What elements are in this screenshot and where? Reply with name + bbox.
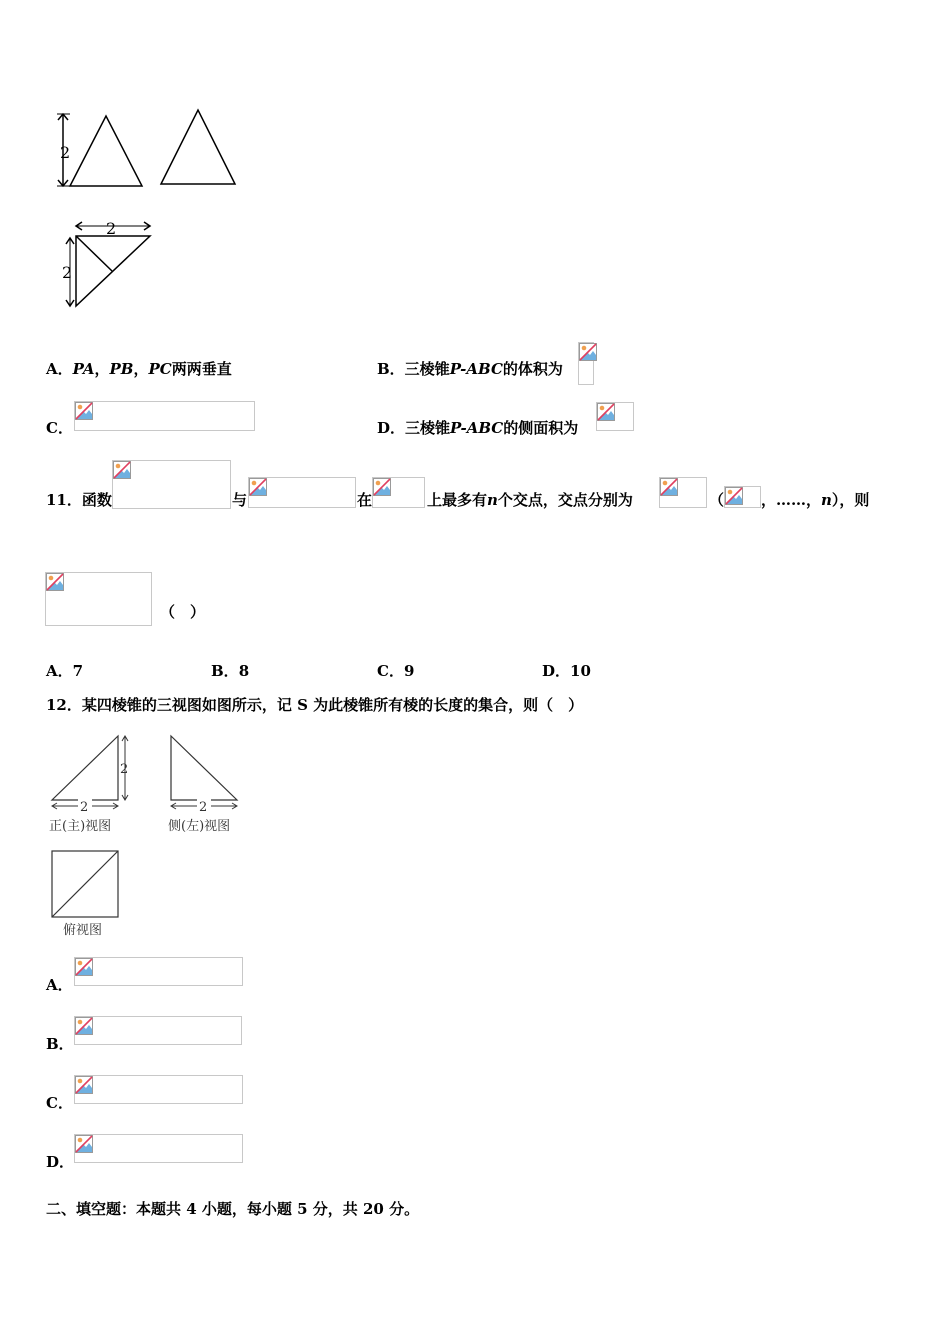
q11-sum-image — [45, 572, 152, 626]
q11-function-f-image — [112, 460, 231, 509]
q10-opt-c-prefix: C． — [46, 419, 73, 437]
q11-option-d[interactable] — [542, 660, 591, 681]
q10-dim-top-h: 2 — [62, 263, 73, 282]
q11-number: 11．函数 — [46, 491, 112, 509]
q12-top-view — [52, 851, 118, 938]
option-value: 10 — [570, 662, 591, 680]
q10-pc: PC — [148, 360, 172, 378]
q10-side-view — [161, 110, 235, 184]
q11-text-end: ），则 — [831, 491, 870, 509]
broken-image-icon — [75, 958, 93, 976]
q11-option-b[interactable] — [211, 660, 249, 681]
q10-top-view — [62, 219, 150, 306]
q11-n: n — [487, 491, 498, 509]
q10-pb: PB — [109, 360, 134, 378]
q11-answer-blank: （ ） — [160, 603, 206, 621]
broken-image-icon — [75, 1076, 93, 1094]
q12-front-dim-w: 2 — [80, 800, 89, 815]
q12-option-d[interactable]: D． — [46, 1153, 75, 1171]
q12-side-caption: 侧(左)视图 — [168, 819, 231, 834]
q11-function-g-image — [248, 477, 356, 508]
q11-paren-open: （ — [709, 491, 725, 509]
q11-with: 与 — [232, 491, 248, 509]
q11-ellipsis: ，……， — [761, 491, 822, 509]
q11-option-c[interactable] — [377, 660, 414, 681]
q12-option-c[interactable]: C． — [46, 1094, 73, 1112]
broken-image-icon — [249, 478, 267, 496]
q11-option-a[interactable] — [46, 660, 83, 681]
option-label: A． — [46, 360, 73, 378]
q12-three-views — [44, 730, 254, 945]
q12-front-dim-h: 2 — [120, 762, 129, 777]
q10-opt-d-formula-image — [596, 402, 634, 431]
broken-image-icon — [597, 403, 615, 421]
q11-stem-mid — [427, 489, 633, 510]
broken-image-icon — [373, 478, 391, 496]
option-label: B． — [211, 662, 239, 680]
q10-opt-b-prefix: B．三棱锥 — [377, 360, 450, 378]
q10-opt-d-pabc: P-ABC — [450, 419, 504, 437]
q12-option-b[interactable]: B． — [46, 1035, 74, 1053]
broken-image-icon — [46, 573, 64, 591]
q10-opt-a-suffix: 两两垂直 — [171, 360, 232, 378]
q10-opt-b-pabc: P-ABC — [449, 360, 503, 378]
q10-opt-d-prefix: D．三棱锥 — [377, 419, 451, 437]
q12-opt-d-formula-image — [74, 1134, 243, 1163]
q12-front-caption: 正(主)视图 — [49, 819, 112, 834]
q10-dim-front: 2 — [60, 143, 71, 162]
broken-image-icon — [75, 402, 93, 420]
q10-option-c[interactable] — [46, 417, 73, 438]
q10-figure-views — [40, 100, 270, 320]
q11-interval-image — [372, 477, 425, 508]
q12-side-dim-w: 2 — [199, 800, 208, 815]
q11-on: 在 — [357, 491, 373, 509]
q11-text-mid2: 个交点，交点分别为 — [497, 491, 633, 509]
q12-side-view — [168, 736, 237, 834]
option-label: C． — [377, 662, 404, 680]
q12-opt-c-formula-image — [74, 1075, 243, 1104]
q12-opt-a-formula-image — [74, 957, 243, 986]
q10-pa: PA — [72, 360, 95, 378]
q10-opt-b-formula-image — [578, 342, 594, 385]
broken-image-icon — [725, 487, 743, 505]
q10-opt-c-formula-image — [74, 401, 255, 431]
q12-opt-b-formula-image — [74, 1016, 242, 1045]
q11-text-mid: 上最多有 — [427, 491, 488, 509]
q11-point-image — [659, 477, 707, 508]
q10-option-d[interactable] — [377, 417, 578, 438]
option-label: A． — [46, 662, 73, 680]
q12-top-caption: 俯视图 — [63, 923, 103, 938]
section-2-title: 二、填空题：本题共 4 小题，每小题 5 分，共 20 分。 — [46, 1200, 420, 1218]
broken-image-icon — [660, 478, 678, 496]
q10-sep2: ， — [133, 360, 149, 378]
option-value: 8 — [238, 662, 250, 680]
q12-option-a[interactable]: A． — [46, 976, 73, 994]
q10-sep1: ， — [94, 360, 110, 378]
q10-option-a[interactable] — [46, 358, 232, 379]
q11-index-image — [724, 486, 761, 508]
q12-front-view — [49, 736, 128, 834]
q10-front-view — [57, 114, 142, 186]
broken-image-icon — [75, 1135, 93, 1153]
option-value: 7 — [72, 662, 84, 680]
q10-option-b[interactable] — [377, 358, 563, 379]
q11-n2: n — [821, 491, 832, 509]
q10-opt-d-suffix: 的侧面积为 — [503, 419, 579, 437]
broken-image-icon — [75, 1017, 93, 1035]
q10-opt-b-suffix: 的体积为 — [502, 360, 563, 378]
broken-image-icon — [579, 343, 597, 361]
option-value: 9 — [403, 662, 415, 680]
option-label: D． — [542, 662, 571, 680]
q12-stem: 12．某四棱锥的三视图如图所示，记 S 为此棱锥所有棱的长度的集合，则（ ） — [46, 696, 584, 714]
q11-stem-end — [761, 489, 869, 510]
q10-dim-top-w: 2 — [106, 219, 117, 238]
broken-image-icon — [113, 461, 131, 479]
